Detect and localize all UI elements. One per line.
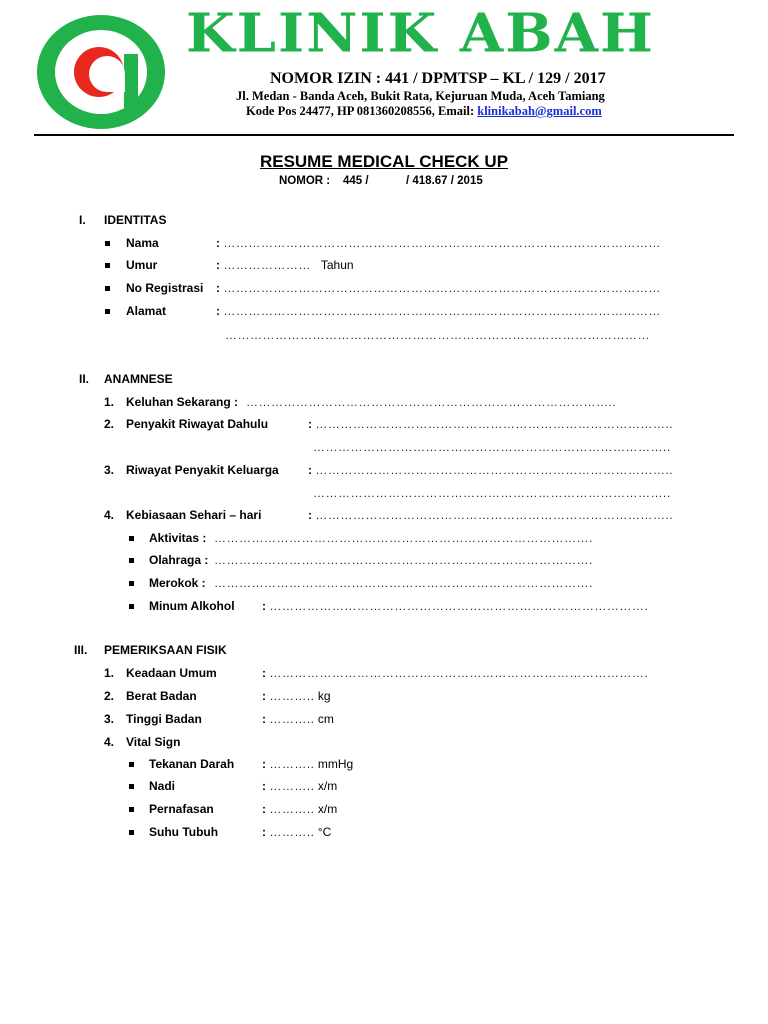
- field-alamat-label: Alamat: [126, 304, 167, 318]
- clinic-address: Jl. Medan - Banda Aceh, Bukit Rata, Kejuruan Muda, Aceh Tamiang: [236, 89, 605, 103]
- header-divider: [34, 134, 734, 136]
- anamnese-riwayat-dahulu-value[interactable]: : …………………………………………………………………………..: [308, 417, 674, 431]
- anamnese-riwayat-keluarga-value[interactable]: : …………………………………………………………………………..: [308, 463, 674, 477]
- vital-tekanan-darah-unit: mmHg: [317, 757, 354, 771]
- vital-suhu-tubuh-label: Suhu Tubuh: [149, 825, 219, 839]
- fisik-berat-badan-unit: kg: [317, 689, 331, 703]
- bullet-icon: [129, 576, 134, 590]
- bullet-icon: [105, 258, 110, 272]
- fisik-tinggi-badan-label: Tinggi Badan: [126, 712, 202, 726]
- kebiasaan-merokok-label: Merokok :: [149, 576, 206, 590]
- fisik-vital-sign-label: Vital Sign: [126, 735, 181, 749]
- vital-pernafasan-label: Pernafasan: [149, 802, 214, 816]
- anamnese-item4-number: 4.: [104, 508, 115, 522]
- kebiasaan-olahraga-label: Olahraga :: [149, 553, 209, 567]
- vital-tekanan-darah-value[interactable]: : ……….. mmHg: [262, 757, 354, 771]
- field-alamat-value-line2[interactable]: …………………………………………………………………………………………: [225, 328, 650, 342]
- vital-nadi-unit: x/m: [317, 779, 338, 793]
- bullet-icon: [129, 802, 134, 816]
- license-number: NOMOR IZIN : 441 / DPMTSP – KL / 129 / 2017: [270, 70, 606, 87]
- anamnese-keluhan-value[interactable]: ……………………………………………………………………………..: [246, 395, 617, 409]
- bullet-icon: [105, 304, 110, 318]
- vital-tekanan-darah-label: Tekanan Darah: [149, 757, 235, 771]
- vital-pernafasan-value[interactable]: : ……….. x/m: [262, 802, 338, 816]
- anamnese-riwayat-dahulu-label: Penyakit Riwayat Dahulu: [126, 417, 269, 431]
- anamnese-item1-number: 1.: [104, 395, 115, 409]
- document-number-part-b: / 418.67 / 2015: [406, 175, 483, 187]
- field-nama-value[interactable]: : ……………………………………………………………………………………………: [216, 236, 661, 250]
- clinic-name: KLINIK ABAH: [186, 2, 655, 65]
- kebiasaan-aktivitas-label: Aktivitas :: [149, 531, 207, 545]
- section-anamnese-numeral: II.: [79, 372, 90, 386]
- fisik-item1-number: 1.: [104, 666, 115, 680]
- document-title: RESUME MEDICAL CHECK UP: [259, 152, 509, 171]
- section-fisik-title: PEMERIKSAAN FISIK: [104, 643, 227, 657]
- field-registrasi-value[interactable]: : ……………………………………………………………………………………………: [216, 281, 661, 295]
- vital-suhu-tubuh-unit: °C: [317, 825, 332, 839]
- contact-text: Kode Pos 24477, HP 081360208556, Email:: [246, 104, 478, 118]
- fisik-item4-number: 4.: [104, 735, 115, 749]
- field-umur-label: Umur: [126, 258, 158, 272]
- bullet-icon: [129, 531, 134, 545]
- vital-pernafasan-unit: x/m: [317, 802, 338, 816]
- kebiasaan-aktivitas-value[interactable]: ……………………………………………………………………………….: [214, 531, 593, 545]
- fisik-berat-badan-label: Berat Badan: [126, 689, 197, 703]
- vital-nadi-label: Nadi: [149, 779, 176, 793]
- document-number-part-a: 445 /: [343, 175, 369, 187]
- fisik-keadaan-umum-value[interactable]: : ……………………………………………………………………………….: [262, 666, 649, 680]
- field-umur-value[interactable]: : ………………… Tahun: [216, 258, 354, 272]
- field-nama-label: Nama: [126, 236, 159, 250]
- bullet-icon: [105, 281, 110, 295]
- section-identitas-title: IDENTITAS: [104, 213, 167, 227]
- bullet-icon: [129, 779, 134, 793]
- anamnese-item2-number: 2.: [104, 417, 115, 431]
- section-identitas-numeral: I.: [79, 213, 86, 227]
- kebiasaan-alkohol-value[interactable]: : ……………………………………………………………………………….: [262, 599, 649, 613]
- vital-suhu-tubuh-value[interactable]: : ……….. °C: [262, 825, 332, 839]
- kebiasaan-olahraga-value[interactable]: ……………………………………………………………………………….: [214, 553, 593, 567]
- bullet-icon: [129, 599, 134, 613]
- anamnese-riwayat-keluarga-label: Riwayat Penyakit Keluarga: [126, 463, 279, 477]
- field-registrasi-label: No Registrasi: [126, 281, 204, 295]
- bullet-icon: [129, 825, 134, 839]
- bullet-icon: [105, 236, 110, 250]
- bullet-icon: [129, 757, 134, 771]
- kebiasaan-merokok-value[interactable]: ……………………………………………………………………………….: [214, 576, 593, 590]
- field-umur-unit: Tahun: [320, 258, 354, 272]
- anamnese-riwayat-keluarga-line2[interactable]: …………………………………………………………………………..: [313, 486, 671, 500]
- bullet-icon: [129, 553, 134, 567]
- anamnese-kebiasaan-label: Kebiasaan Sehari – hari: [126, 508, 262, 522]
- section-fisik-numeral: III.: [74, 643, 88, 657]
- document-number-label: NOMOR :: [279, 175, 331, 187]
- fisik-berat-badan-value[interactable]: : ……….. kg: [262, 689, 331, 703]
- anamnese-item3-number: 3.: [104, 463, 115, 477]
- fisik-item2-number: 2.: [104, 689, 115, 703]
- email-link[interactable]: klinikabah@gmail.com: [477, 104, 602, 118]
- clinic-contact: [246, 104, 602, 119]
- fisik-item3-number: 3.: [104, 712, 115, 726]
- fisik-tinggi-badan-value[interactable]: : ……….. cm: [262, 712, 334, 726]
- vital-nadi-value[interactable]: : ……….. x/m: [262, 779, 338, 793]
- anamnese-riwayat-dahulu-line2[interactable]: …………………………………………………………………………..: [313, 440, 671, 454]
- fisik-keadaan-umum-label: Keadaan Umum: [126, 666, 217, 680]
- field-alamat-value[interactable]: : ……………………………………………………………………………………………: [216, 304, 661, 318]
- section-anamnese-title: ANAMNESE: [104, 372, 173, 386]
- fisik-tinggi-badan-unit: cm: [317, 712, 334, 726]
- anamnese-kebiasaan-value[interactable]: : …………………………………………………………………………..: [308, 508, 674, 522]
- kebiasaan-alkohol-label: Minum Alkohol: [149, 599, 235, 613]
- clinic-logo: [36, 14, 166, 130]
- anamnese-keluhan-label: Keluhan Sekarang :: [126, 395, 239, 409]
